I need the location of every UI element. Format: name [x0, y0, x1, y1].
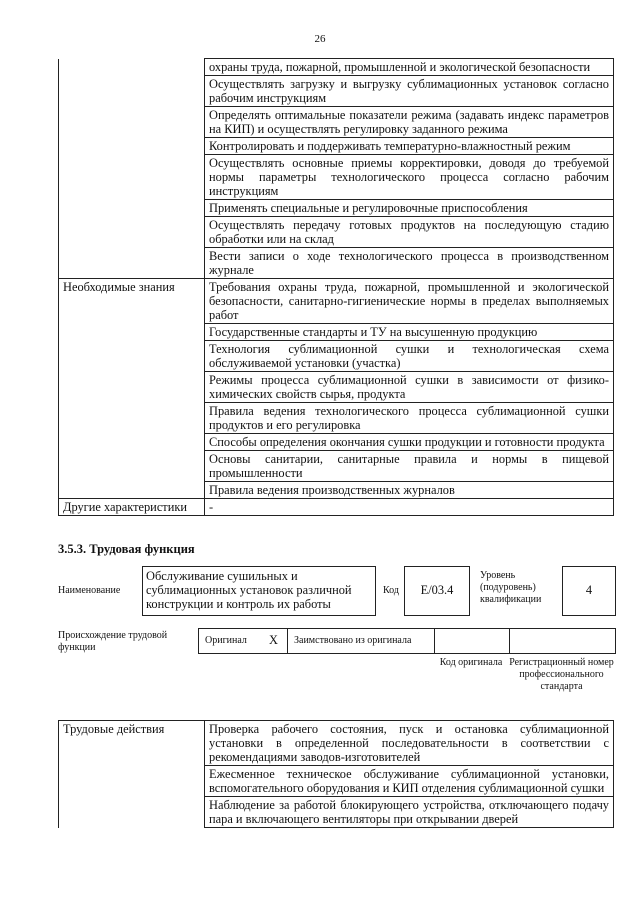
competency-table: [58, 58, 614, 516]
other-characteristics-value: -: [205, 499, 614, 516]
level-box: [562, 566, 616, 616]
knowledge-row: Технология сублимационной сушки и технологическая схема обслуживаемой установки (участка): [205, 341, 614, 372]
code-original-caption: Код оригинала: [439, 657, 503, 668]
knowledge-row: Правила ведения производственных журналов: [205, 482, 614, 499]
action-row: Проверка рабочего состояния, пуск и остановка сублимационной установки в определенной последовательности в соответствии с рекомендациями заводов-изготовителей: [205, 721, 614, 766]
page-number: 26: [314, 33, 326, 45]
borrowed-box: [287, 628, 435, 654]
labor-actions-table: [58, 720, 614, 828]
level-label: Уровень (подуровень) квалификации: [480, 570, 542, 605]
action-row: Ежесменное техническое обслуживание сублимационной установки, вспомогательного оборудования и КИП отделения сублимационной сушки: [205, 766, 614, 797]
other-characteristics-label: Другие характеристики: [59, 499, 205, 516]
knowledge-label: Необходимые знания: [59, 279, 205, 324]
reg-number-caption: Регистрационный номер профессионального стандарта: [509, 657, 614, 692]
skill-row: охраны труда, пожарной, промышленной и экологической безопасности: [205, 59, 614, 76]
function-name: Обслуживание сушильных и сублимационных установок различной конструкции и контроль их работы: [146, 569, 352, 611]
knowledge-row: Режимы процесса сублимационной сушки в зависимости от физико-химических свойств сырья, продукта: [205, 372, 614, 403]
knowledge-row: Государственные стандарты и ТУ на высушенную продукцию: [205, 324, 614, 341]
code-original-box: [434, 628, 510, 654]
skill-row: Осуществлять передачу готовых продуктов на последующую стадию обработки или на склад: [205, 217, 614, 248]
origin-label: Происхождение трудовой функции: [58, 630, 168, 653]
skills-label-cell: [59, 59, 205, 76]
level-value: 4: [585, 583, 593, 597]
skill-row: Вести записи о ходе технологического процесса в производственном журнале: [205, 248, 614, 279]
name-label: Наименование: [58, 585, 121, 596]
code-value: E/03.4: [420, 583, 454, 597]
skill-row: Контролировать и поддерживать температурно-влажностный режим: [205, 138, 614, 155]
name-box: [142, 566, 376, 616]
skill-row: Осуществлять основные приемы корректировки, доводя до требуемой нормы параметры технологического процесса согласно рабочим инструкциям: [205, 155, 614, 200]
code-box: [404, 566, 470, 616]
knowledge-row: Способы определения окончания сушки продукции и готовности продукта: [205, 434, 614, 451]
code-label: Код: [383, 585, 399, 596]
skill-row: Применять специальные и регулировочные приспособления: [205, 200, 614, 217]
original-box: [198, 628, 288, 654]
knowledge-row: Правила ведения технологического процесса сублимационной сушки продуктов и его регулировка: [205, 403, 614, 434]
borrowed-label: Заимствовано из оригинала: [294, 635, 412, 646]
reg-number-box: [509, 628, 616, 654]
skill-row: Определять оптимальные показатели режима (задавать индекс параметров на КИП) и осуществлять регулировку заданного режима: [205, 107, 614, 138]
knowledge-row: Требования охраны труда, пожарной, промышленной и экологической безопасности, санитарно-гигиенические нормы в пределах выполняемых работ: [205, 279, 614, 324]
actions-label: Трудовые действия: [59, 721, 205, 766]
knowledge-row: Основы санитарии, санитарные правила и нормы в пищевой промышленности: [205, 451, 614, 482]
action-row: Наблюдение за работой блокирующего устройства, отключающего подачу пара и включающего вентиляторы при открывании дверей: [205, 797, 614, 828]
original-mark: X: [269, 633, 278, 647]
section-title: 3.5.3. Трудовая функция: [58, 542, 195, 556]
skill-row: Осуществлять загрузку и выгрузку сублимационных установок согласно рабочим инструкциям: [205, 76, 614, 107]
original-label: Оригинал: [205, 635, 247, 646]
